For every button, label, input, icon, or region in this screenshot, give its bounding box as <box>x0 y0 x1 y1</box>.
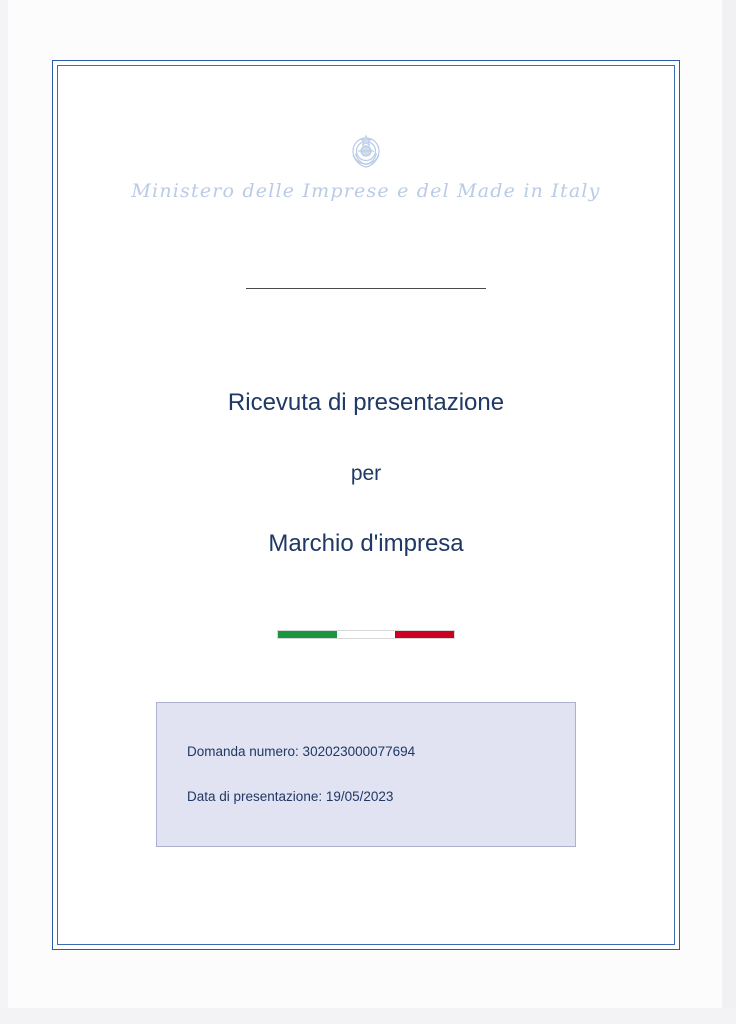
document-sheet <box>52 60 680 950</box>
title-subject: Marchio d'impresa <box>268 529 464 557</box>
application-number: Domanda numero: 302023000077694 <box>187 743 416 759</box>
page-gutter-left <box>0 0 8 1024</box>
application-info-box <box>156 702 576 847</box>
flag-stripe-red <box>395 631 454 638</box>
title-connector: per <box>350 461 382 485</box>
document-content <box>58 66 674 944</box>
title-block <box>58 389 674 558</box>
italian-flag-bar <box>277 630 455 639</box>
document-sheet-inner-border <box>57 65 675 945</box>
italian-republic-emblem-icon <box>58 128 674 174</box>
flag-stripe-white <box>337 631 396 638</box>
page-title: Ricevuta di presentazione <box>227 389 505 416</box>
page-gutter-right <box>722 0 736 1024</box>
horizontal-rule <box>246 288 486 289</box>
page-gutter-bottom <box>0 1008 736 1024</box>
ministry-name: Ministero delle Imprese e del Made in Italy <box>131 180 601 202</box>
flag-stripe-green <box>278 631 337 638</box>
submission-date: Data di presentazione: 19/05/2023 <box>187 789 394 805</box>
